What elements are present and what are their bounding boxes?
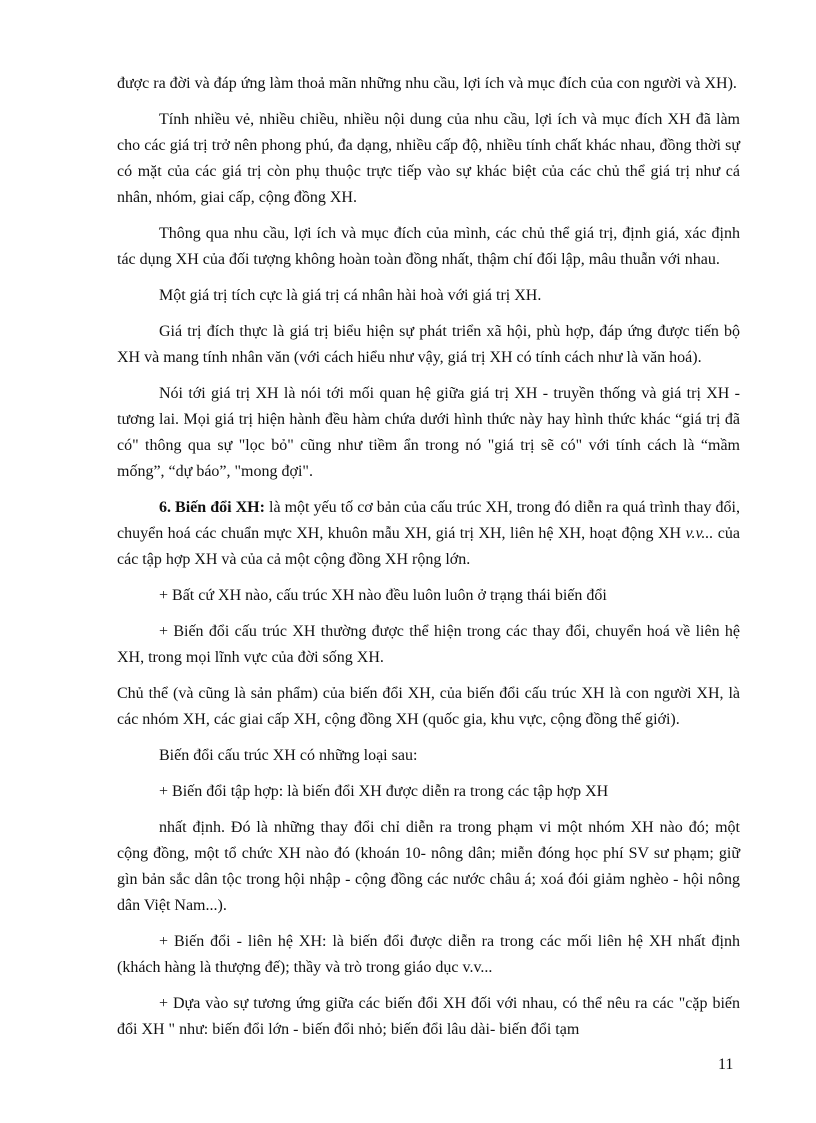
paragraph-change-subject: Chủ thể (và cũng là sản phẩm) của biến đổi XH, của biến đổi cấu trúc XH là con người XH, là các nhóm XH, các giai cấp XH, cộng đồng XH (quốc gia, khu vực, cộng đồng thế giới). xyxy=(117,685,740,728)
page-number: 11 xyxy=(718,1056,734,1073)
paragraph-tradition-future: Nói tới giá trị XH là nói tới mối quan hệ giữa giá trị XH - truyền thống và giá trị XH - tương lai. Mọi giá trị hiện hành đều hàm chứa dưới hình thức này hay hình thức khác “giá trị đã có" thông qua sự "lọc bỏ" cũng như tiềm ẩn trong nó "giá trị sẽ có" với tính cách là “mầm mống”, “dự báo”, "mong đợi". xyxy=(117,385,740,480)
bullet-change-pairs: + Dựa vào sự tương ứng giữa các biến đổi XH đối với nhau, có thể nêu ra các "cặp biến đổi XH " như: biến đổi lớn - biến đổi nhỏ; biến đổi lâu dài- biến đổi tạm xyxy=(117,995,740,1038)
paragraph-positive-value: Một giá trị tích cực là giá trị cá nhân hài hoà với giá trị XH. xyxy=(159,287,542,304)
document-body xyxy=(117,71,740,1043)
paragraph-change-types: Biến đổi cấu trúc XH có những loại sau: xyxy=(159,747,418,764)
paragraph-true-value: Giá trị đích thực là giá trị biểu hiện sự phát triển xã hội, phù hợp, đáp ứng được tiến bộ XH và mang tính nhân văn (với cách hiểu như vậy, giá trị XH có tính cách như là văn hoá). xyxy=(117,323,740,366)
paragraph-continuation: được ra đời và đáp ứng làm thoả mãn những nhu cầu, lợi ích và mục đích của con người và XH). xyxy=(117,75,737,92)
section-6-text-end: của các tập hợp XH và của cả một cộng đồng XH rộng lớn. xyxy=(117,525,741,568)
section-6-heading: 6. Biến đổi XH: xyxy=(159,499,265,516)
bullet-group-change: + Biến đổi tập hợp: là biến đổi XH được diễn ra trong các tập hợp XH xyxy=(159,783,609,800)
paragraph-group-change-detail: nhất định. Đó là những thay đổi chỉ diễn ra trong phạm vi một nhóm XH nào đó; một cộng đồng, một tổ chức XH nào đó (khoán 10- nông dân; miễn đóng học phí SV sư phạm; giữ gìn bản sắc dân tộc trong hội nhập - cộng đồng các nước châu á; xoá đói giảm nghèo - hội nông dân Việt Nam...). xyxy=(117,819,740,914)
paragraph-value-subjects: Thông qua nhu cầu, lợi ích và mục đích của mình, các chủ thể giá trị, định giá, xác định tác dụng XH của đối tượng không hoàn toàn đồng nhất, thậm chí đối lập, mâu thuẫn với nhau. xyxy=(117,225,740,268)
section-6-italic: v.v... xyxy=(685,525,714,542)
bullet-structure-change: + Biến đổi cấu trúc XH thường được thể hiện trong các thay đổi, chuyển hoá về liên hệ XH, trong mọi lĩnh vực của đời sống XH. xyxy=(117,623,740,666)
section-6-text: là một yếu tố cơ bản của cấu trúc XH, trong đó diễn ra quá trình thay đổi, chuyển hoá các chuẩn mực XH, khuôn mẫu XH, giá trị XH, liên hệ XH, hoạt động XH xyxy=(117,499,740,542)
paragraph-value-diversity: Tính nhiều vẻ, nhiều chiều, nhiều nội dung của nhu cầu, lợi ích và mục đích XH đã làm cho các giá trị trở nên phong phú, đa dạng, nhiều cấp độ, nhiều tính chất khác nhau, đồng thời sự có mặt của các giá trị còn phụ thuộc trực tiếp vào sự khác biệt của các chủ thể giá trị như cá nhân, nhóm, giai cấp, cộng đồng XH. xyxy=(117,111,740,206)
bullet-always-changing: + Bất cứ XH nào, cấu trúc XH nào đều luôn luôn ở trạng thái biến đổi xyxy=(159,587,607,604)
bullet-relation-change: + Biến đổi - liên hệ XH: là biến đổi được diễn ra trong các mối liên hệ XH nhất định (khách hàng là thượng đế); thầy và trò trong giáo dục v.v... xyxy=(117,933,740,976)
section-6-paragraph xyxy=(117,495,740,573)
